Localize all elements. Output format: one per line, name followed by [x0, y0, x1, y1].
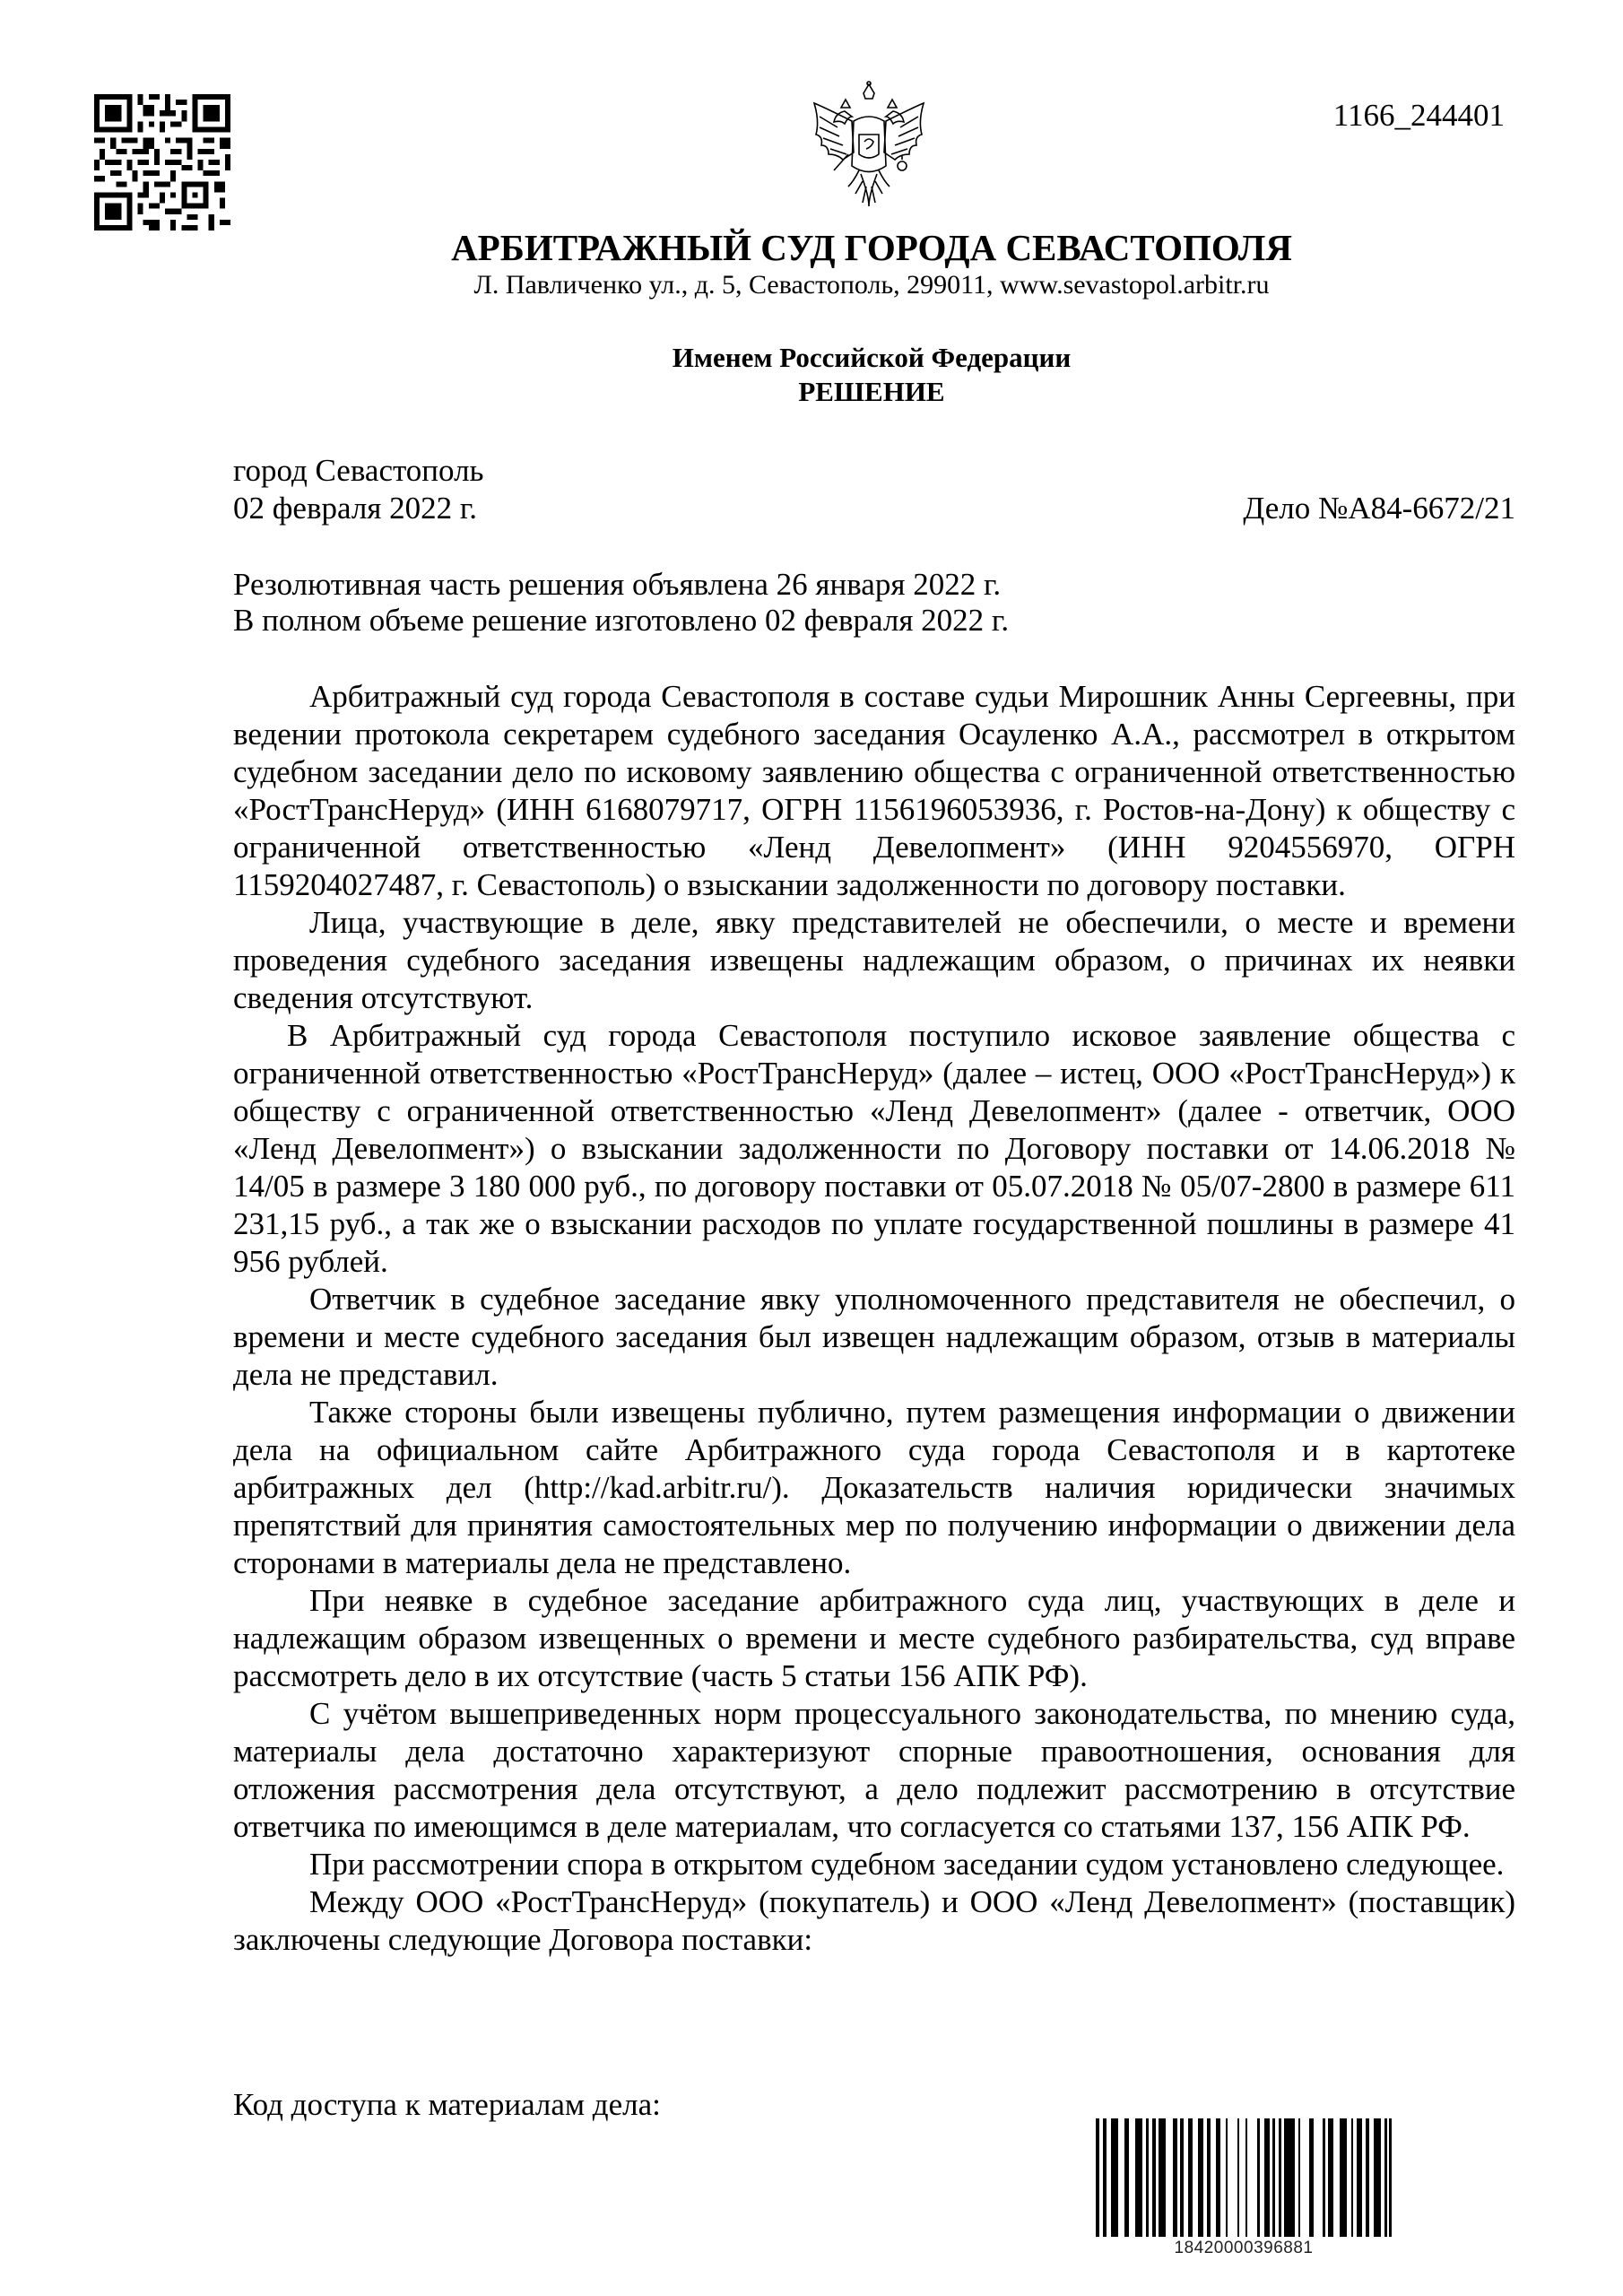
barcode-icon — [1096, 2118, 1392, 2237]
paragraph: Также стороны были извещены публично, путем размещения информации о движении дела на официальном сайте Арбитражного суда города Севастополя и в картотеке арбитражных дел (http://kad.arbitr.ru/). Доказательств наличия юридически значимых препятствий для принятия самостоятельных мер по получению информации о движении дела сторонами в материалы дела не представлено. — [233, 1395, 1515, 1580]
access-code-label: Код доступа к материалам дела: — [233, 2087, 661, 2122]
paragraph: Арбитражный суд города Севастополя в составе судьи Мирошник Анны Сергеевны, при ведении протокола секретарем судебного заседания Осауленко А.А., рассмотрел в открытом судебном заседании дело по исковому заявлению общества с ограниченной ответственностью «РостТрансНеруд» (ИНН 6168079717, ОГРН 1156196053936, г. Ростов-на-Дону) к обществу с ограниченной ответственностью «Ленд Девелопмент» (ИНН 9204556970, ОГРН 1159204027487, г. Севастополь) о взыскании задолженности по договору поставки. — [233, 679, 1515, 902]
russian-coat-of-arms-icon — [807, 81, 931, 211]
city: город Севастополь — [233, 453, 484, 488]
court-address: Л. Павличенко ул., д. 5, Севастополь, 299011, www.sevastopol.arbitr.ru — [473, 270, 1270, 300]
paragraph: Ответчик в судебное заседание явку уполномоченного представителя не обеспечил, о времени и месте судебного заседания был извещен надлежащим образом, отзыв в материалы дела не представил. — [233, 1282, 1515, 1392]
decision-body — [233, 678, 1515, 1959]
operative-part-announced: Резолютивная часть решения объявлена 26 января 2022 г. — [233, 567, 1002, 602]
qr-code-icon — [94, 94, 230, 230]
decision-date: 02 февраля 2022 г. — [233, 491, 478, 526]
document-type-heading: РЕШЕНИЕ — [798, 376, 945, 407]
paragraph: При рассмотрении спора в открытом судебном заседании судом установлено следующее. — [309, 1847, 1505, 1882]
paragraph: Лица, участвующие в деле, явку представителей не обеспечили, о месте и времени проведения судебного заседания извещены надлежащим образом, о причинах их неявки сведения отсутствуют. — [233, 905, 1515, 1015]
paragraph: В Арбитражный суд города Севастополя поступило исковое заявление общества с ограниченной ответственностью «РостТрансНеруд» (далее – истец, ООО «РостТрансНеруд») к обществу с ограниченной ответственностью «Ленд Девелопмент» (далее - ответчик, ООО «Ленд Девелопмент») о взыскании задолженности по Договору поставки от 14.06.2018 № 14/05 в размере 3 180 000 руб., по договору поставки от 05.07.2018 № 05/07-2800 в размере 611 231,15 руб., а так же о взыскании расходов по уплате государственной пошлины в размере 41 956 рублей. — [233, 1018, 1515, 1279]
paragraph: При неявке в судебное заседание арбитражного суда лиц, участвующих в деле и надлежащим образом извещенных о времени и месте судебного разбирательства, суд вправе рассмотреть дело в их отсутствие (часть 5 статьи 156 АПК РФ). — [233, 1583, 1515, 1693]
barcode-number: 18420000396881 — [1174, 2239, 1314, 2257]
full-decision-produced: В полном объеме решение изготовлено 02 февраля 2022 г. — [233, 603, 1010, 638]
in-name-of-heading: Именем Российской Федерации — [672, 342, 1072, 373]
court-title: АРБИТРАЖНЫЙ СУД ГОРОДА СЕВАСТОПОЛЯ — [451, 227, 1292, 268]
document-id: 1166_244401 — [1332, 98, 1505, 133]
case-number: Дело №А84-6672/21 — [1243, 491, 1515, 526]
paragraph: Между ООО «РостТрансНеруд» (покупатель) и ООО «Ленд Девелопмент» (поставщик) заключены следующие Договора поставки: — [233, 1884, 1515, 1957]
paragraph: С учётом вышеприведенных норм процессуального законодательства, по мнению суда, материалы дела достаточно характеризуют спорные правоотношения, основания для отложения рассмотрения дела отсутствуют, а дело подлежит рассмотрению в отсутствие ответчика по имеющимся в деле материалам, что согласуется со статьями 137, 156 АПК РФ. — [233, 1696, 1515, 1844]
